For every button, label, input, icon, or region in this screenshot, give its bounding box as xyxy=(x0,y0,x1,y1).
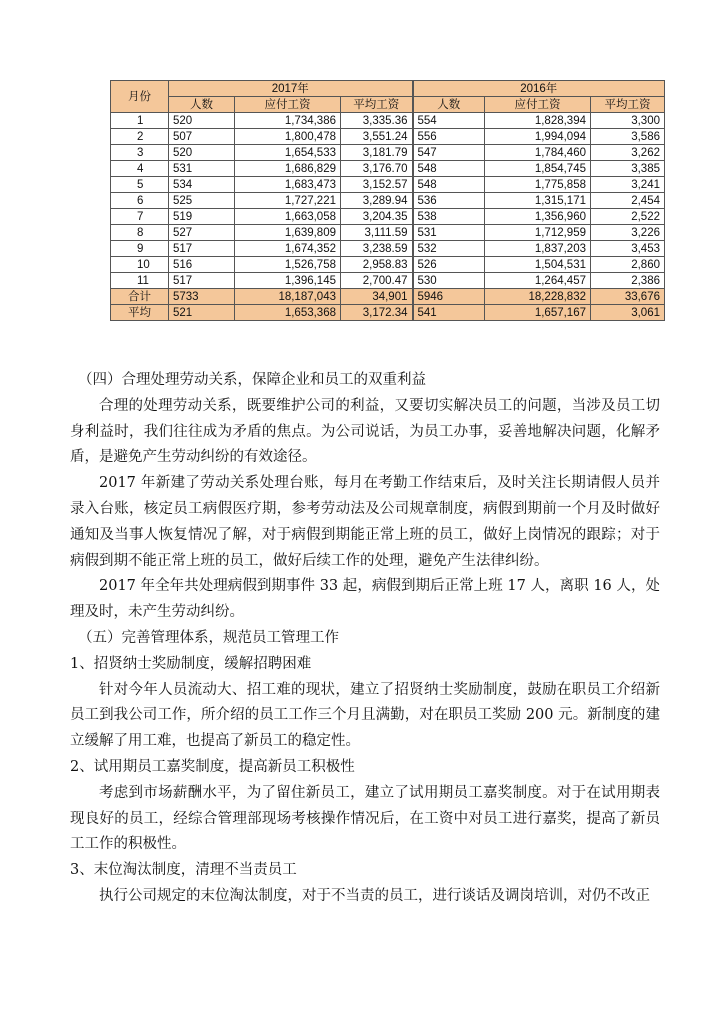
table-cell: 1,653,368 xyxy=(235,305,341,321)
row-label-cell: 4 xyxy=(111,161,169,177)
table-cell: 3,111.59 xyxy=(341,225,413,241)
table-cell: 3,385 xyxy=(591,161,665,177)
table-cell: 3,551.24 xyxy=(341,129,413,145)
table-row xyxy=(111,241,665,257)
table-cell: 1,712,959 xyxy=(485,225,591,241)
table-cell: 1,639,809 xyxy=(235,225,341,241)
table-cell: 541 xyxy=(413,305,485,321)
table-cell: 525 xyxy=(169,193,235,209)
table-cell: 531 xyxy=(413,225,485,241)
table-cell: 532 xyxy=(413,241,485,257)
table-cell: 3,238.59 xyxy=(341,241,413,257)
table-cell: 1,264,457 xyxy=(485,273,591,289)
column-header: 平均工资 xyxy=(591,97,665,113)
row-label-cell: 平均 xyxy=(111,305,169,321)
paragraph: 考虑到市场薪酬水平，为了留住新员工，建立了试用期员工嘉奖制度。对于在试用期表现良好的员工，经综合管理部现场考核操作情况后，在工资中对员工进行嘉奖，提高了新员工工作的积极性。 xyxy=(70,784,660,853)
row-label-cell: 7 xyxy=(111,209,169,225)
table-cell: 3,152.57 xyxy=(341,177,413,193)
table-cell: 1,657,167 xyxy=(485,305,591,321)
table-cell: 516 xyxy=(169,257,235,273)
table-cell: 33,676 xyxy=(591,289,665,305)
table-cell: 2,700.47 xyxy=(341,273,413,289)
row-label-cell: 合计 xyxy=(111,289,169,305)
table-cell: 1,683,473 xyxy=(235,177,341,193)
column-header: 人数 xyxy=(413,97,485,113)
paragraph: 针对今年人员流动大、招工难的现状，建立了招贤纳士奖励制度，鼓励在职员工介绍新员工到我公司工作，所介绍的员工工作三个月且满勤，对在职员工奖励 200 元。新制度的建立缓解了用工难，也提高了新员工的稳定性。 xyxy=(70,681,660,750)
year-header-2016: 2016年 xyxy=(413,81,665,97)
year-header-2017: 2017年 xyxy=(169,81,413,97)
table-cell: 1,315,171 xyxy=(485,193,591,209)
paragraph: 2017 年新建了劳动关系处理台账，每月在考勤工作结束后，及时关注长期请假人员并录入台账，核定员工病假医疗期，参考劳动法及公司规章制度，病假到期前一个月及时做好通知及当事人恢复情况了解，对于病假到期能正常上班的员工，做好上岗情况的跟踪；对于病假到期不能正常上班的员工，做好后续工作的处理，避免产生法律纠纷。 xyxy=(70,475,660,569)
table-cell: 2,454 xyxy=(591,193,665,209)
table-cell: 538 xyxy=(413,209,485,225)
table-cell: 1,727,221 xyxy=(235,193,341,209)
table-cell: 1,654,533 xyxy=(235,145,341,161)
table-cell: 5946 xyxy=(413,289,485,305)
table-cell: 2,860 xyxy=(591,257,665,273)
row-label-cell: 10 xyxy=(111,257,169,273)
subsection-heading: 1、招贤纳士奖励制度，缓解招聘困难 xyxy=(70,655,312,672)
table-cell: 3,289.94 xyxy=(341,193,413,209)
column-header: 人数 xyxy=(169,97,235,113)
table-row xyxy=(111,257,665,273)
table-row xyxy=(111,177,665,193)
table-cell: 536 xyxy=(413,193,485,209)
table-cell: 1,828,394 xyxy=(485,113,591,129)
table-cell: 1,734,386 xyxy=(235,113,341,129)
table-cell: 34,901 xyxy=(341,289,413,305)
table-cell: 3,172.34 xyxy=(341,305,413,321)
table-row xyxy=(111,161,665,177)
table-cell: 526 xyxy=(413,257,485,273)
table-cell: 517 xyxy=(169,241,235,257)
summary-row xyxy=(111,289,665,305)
subsection-heading: 2、试用期员工嘉奖制度，提高新员工积极性 xyxy=(70,758,355,775)
table-body xyxy=(111,113,665,321)
table-cell: 1,663,058 xyxy=(235,209,341,225)
row-label-cell: 6 xyxy=(111,193,169,209)
table-cell: 3,176.70 xyxy=(341,161,413,177)
table-row xyxy=(111,113,665,129)
table-cell: 2,958.83 xyxy=(341,257,413,273)
row-label-cell: 3 xyxy=(111,145,169,161)
table-cell: 1,854,745 xyxy=(485,161,591,177)
row-label-cell: 1 xyxy=(111,113,169,129)
table-cell: 531 xyxy=(169,161,235,177)
table-cell: 520 xyxy=(169,113,235,129)
table-cell: 1,396,145 xyxy=(235,273,341,289)
paragraph: 合理的处理劳动关系，既要维护公司的利益，又要切实解决员工的问题，当涉及员工切身利益时，我们往往成为矛盾的焦点。为公司说话，为员工办事，妥善地解决问题，化解矛盾，是避免产生劳动纠纷的有效途径。 xyxy=(70,397,660,466)
row-label-cell: 2 xyxy=(111,129,169,145)
table-cell: 18,228,832 xyxy=(485,289,591,305)
table-cell: 548 xyxy=(413,177,485,193)
column-header: 应付工资 xyxy=(485,97,591,113)
table-cell: 517 xyxy=(169,273,235,289)
table-cell: 3,453 xyxy=(591,241,665,257)
table-cell: 3,335.36 xyxy=(341,113,413,129)
row-label-cell: 5 xyxy=(111,177,169,193)
table-cell: 1,775,858 xyxy=(485,177,591,193)
table-cell: 530 xyxy=(413,273,485,289)
table-cell: 548 xyxy=(413,161,485,177)
table-cell: 534 xyxy=(169,177,235,193)
table-cell: 1,356,960 xyxy=(485,209,591,225)
table-row xyxy=(111,209,665,225)
section-heading: （四）合理处理劳动关系，保障企业和员工的双重利益 xyxy=(78,372,426,388)
table-row xyxy=(111,129,665,145)
table-row xyxy=(111,145,665,161)
table-cell: 3,226 xyxy=(591,225,665,241)
table-row xyxy=(111,273,665,289)
table-cell: 527 xyxy=(169,225,235,241)
column-header: 应付工资 xyxy=(235,97,341,113)
summary-row xyxy=(111,305,665,321)
paragraph: 2017 年全年共处理病假到期事件 33 起，病假到期后正常上班 17 人，离职 16 人，处理及时，未产生劳动纠纷。 xyxy=(70,578,660,621)
row-label-cell: 9 xyxy=(111,241,169,257)
column-header: 平均工资 xyxy=(341,97,413,113)
row-label-cell: 11 xyxy=(111,273,169,289)
table-cell: 5733 xyxy=(169,289,235,305)
paragraph: 执行公司规定的末位淘汰制度，对于不当责的员工，进行谈话及调岗培训，对仍不改正 xyxy=(99,887,650,904)
table-cell: 520 xyxy=(169,145,235,161)
table-row xyxy=(111,225,665,241)
table-cell: 3,586 xyxy=(591,129,665,145)
section-heading: （五）完善管理体系，规范员工管理工作 xyxy=(78,629,339,646)
table-cell: 556 xyxy=(413,129,485,145)
table-cell: 3,262 xyxy=(591,145,665,161)
table-cell: 519 xyxy=(169,209,235,225)
table-cell: 1,784,460 xyxy=(485,145,591,161)
document-body xyxy=(70,368,660,910)
table-cell: 1,800,478 xyxy=(235,129,341,145)
table-cell: 1,504,531 xyxy=(485,257,591,273)
row-label-cell: 8 xyxy=(111,225,169,241)
table-cell: 554 xyxy=(413,113,485,129)
table-cell: 547 xyxy=(413,145,485,161)
table-row xyxy=(111,193,665,209)
table-cell: 3,241 xyxy=(591,177,665,193)
table-cell: 3,204.35 xyxy=(341,209,413,225)
table-cell: 1,837,203 xyxy=(485,241,591,257)
table-cell: 1,686,829 xyxy=(235,161,341,177)
table-cell: 2,386 xyxy=(591,273,665,289)
table-cell: 2,522 xyxy=(591,209,665,225)
table-cell: 3,181.79 xyxy=(341,145,413,161)
table-cell: 1,994,094 xyxy=(485,129,591,145)
table-cell: 1,674,352 xyxy=(235,241,341,257)
table-cell: 3,300 xyxy=(591,113,665,129)
table-cell: 1,526,758 xyxy=(235,257,341,273)
salary-table xyxy=(110,80,665,321)
table-cell: 507 xyxy=(169,129,235,145)
table-cell: 3,061 xyxy=(591,305,665,321)
subsection-heading: 3、末位淘汰制度，清理不当责员工 xyxy=(70,862,297,879)
table-cell: 18,187,043 xyxy=(235,289,341,305)
month-header: 月份 xyxy=(111,81,169,113)
table-cell: 521 xyxy=(169,305,235,321)
